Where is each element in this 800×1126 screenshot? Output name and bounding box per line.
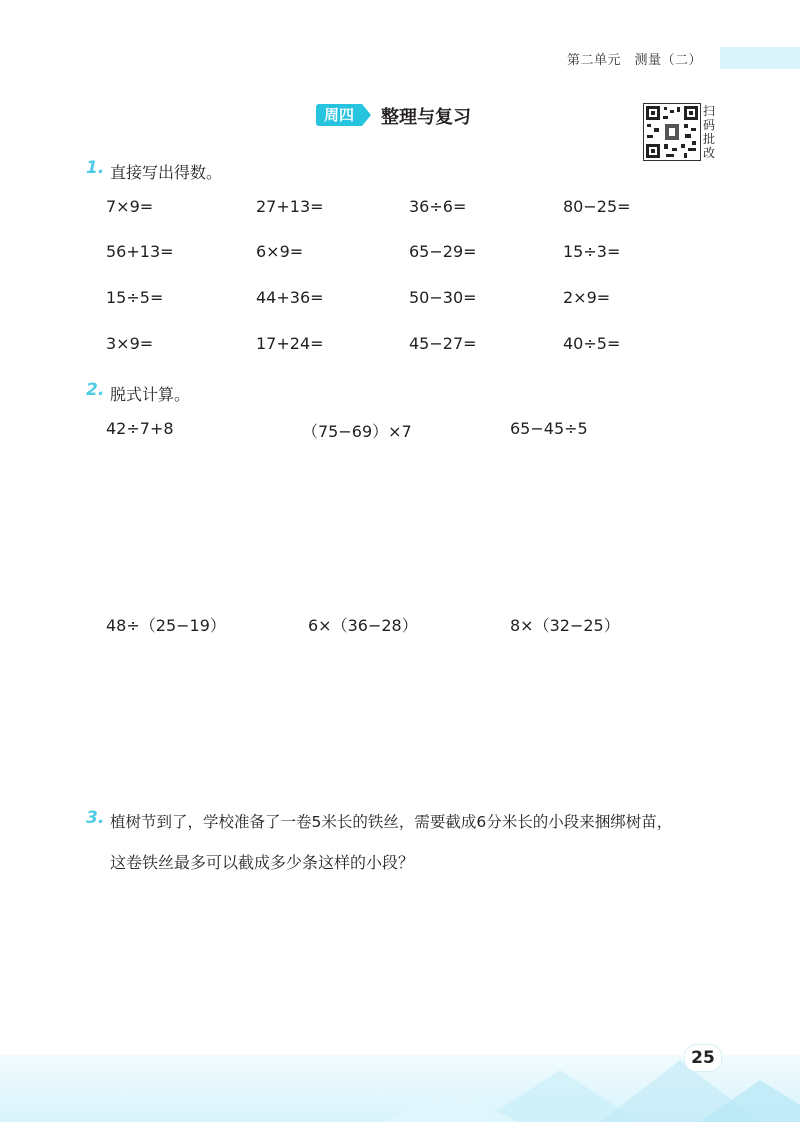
day-tag-arrow-icon <box>362 104 371 126</box>
q3-text-line1: 植树节到了，学校准备了一卷5米长的铁丝，需要截成6分米长的小段来捆绑树苗， <box>110 813 673 831</box>
unit-title: 第二单元 测量（二） <box>566 53 702 68</box>
q2-answer-area[interactable] <box>100 445 700 605</box>
q2-expr: 48÷（25−19） <box>106 616 226 635</box>
q2-expr: （75−69）×7 <box>302 422 412 441</box>
q1-number: 1. <box>86 158 105 178</box>
q1-expr: 65−29= <box>409 242 477 261</box>
q1-expr: 6×9= <box>256 242 304 261</box>
qr-caption: 扫码批改 <box>703 104 716 160</box>
q3-number: 3. <box>86 808 105 828</box>
q1-expr: 7×9= <box>106 197 154 216</box>
footer-decoration <box>0 1055 800 1122</box>
section-title: 整理与复习 <box>381 107 471 128</box>
qr-code-icon <box>643 103 701 161</box>
q1-expr: 2×9= <box>563 288 611 307</box>
q2-expr: 42÷7+8 <box>106 419 174 438</box>
q1-expr: 44+36= <box>256 288 324 307</box>
q2-expr: 6×（36−28） <box>308 616 418 635</box>
q1-prompt: 直接写出得数。 <box>110 163 223 182</box>
q1-expr: 3×9= <box>106 334 154 353</box>
q3-answer-area[interactable] <box>100 880 720 1030</box>
q2-answer-area[interactable] <box>100 640 700 800</box>
q2-expr: 8×（32−25） <box>510 616 620 635</box>
q1-expr: 15÷5= <box>106 288 164 307</box>
q2-expr: 65−45÷5 <box>510 419 588 438</box>
q1-expr: 80−25= <box>563 197 631 216</box>
q1-expr: 36÷6= <box>409 197 467 216</box>
q2-prompt: 脱式计算。 <box>110 385 191 404</box>
header-accent-band <box>720 47 800 69</box>
q1-expr: 56+13= <box>106 242 174 261</box>
q1-expr: 27+13= <box>256 197 324 216</box>
q3-text-line2: 这卷铁丝最多可以截成多少条这样的小段？ <box>110 853 415 872</box>
q1-expr: 50−30= <box>409 288 477 307</box>
q1-expr: 17+24= <box>256 334 324 353</box>
q1-expr: 45−27= <box>409 334 477 353</box>
q1-expr: 15÷3= <box>563 242 621 261</box>
q1-expr: 40÷5= <box>563 334 621 353</box>
day-tag: 周四 <box>316 104 362 126</box>
q2-number: 2. <box>86 380 105 400</box>
page-number: 25 <box>684 1044 722 1072</box>
